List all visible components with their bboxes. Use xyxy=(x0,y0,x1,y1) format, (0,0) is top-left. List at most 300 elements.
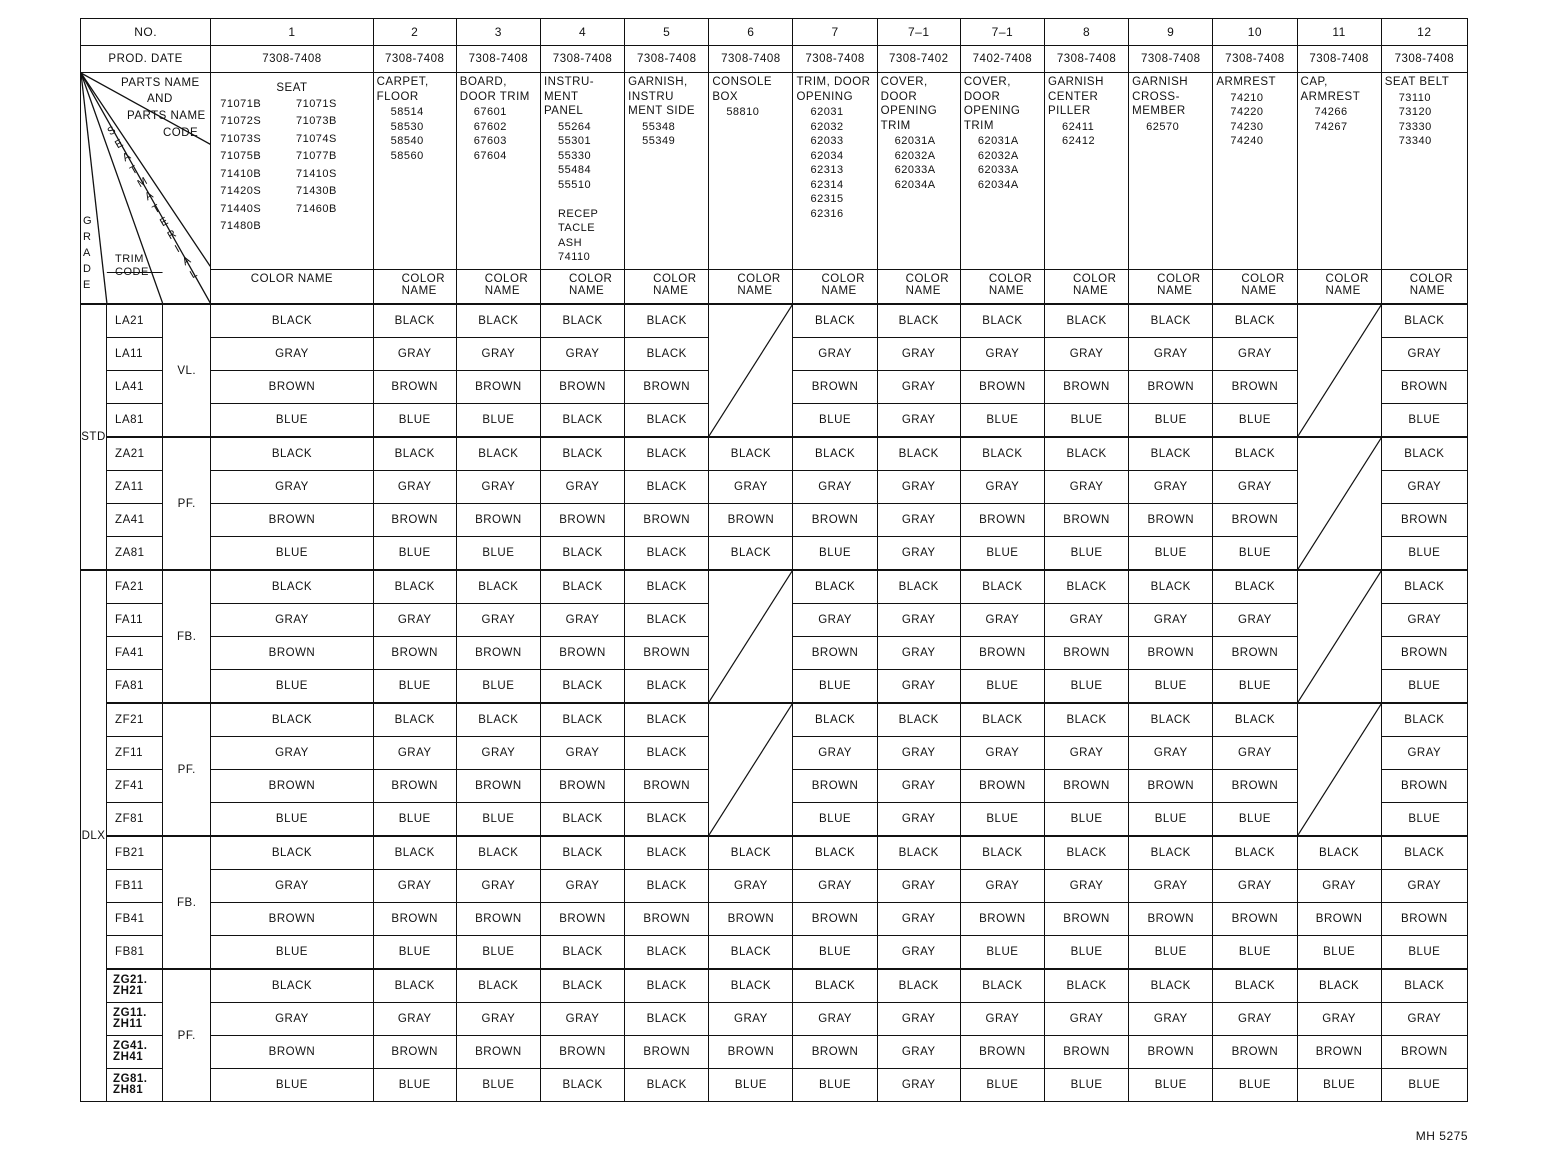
color-cell: BLACK xyxy=(1045,570,1129,604)
color-cell: BROWN xyxy=(1129,371,1213,404)
color-cell: BLUE xyxy=(456,803,540,837)
parts-code-list: 62031A 62032A 62033A 62034A xyxy=(977,135,1019,191)
color-cell: GRAY xyxy=(793,1003,877,1036)
color-cell: BROWN xyxy=(211,371,373,404)
color-cell: GRAY xyxy=(960,604,1044,637)
trim-code: ZF41 xyxy=(107,770,163,803)
color-cell: BLUE xyxy=(211,803,373,837)
parts-name: GARNISH CENTER PILLER xyxy=(1048,76,1104,117)
color-cell: BLUE xyxy=(1213,537,1297,571)
color-name-label: COLOR NAME xyxy=(793,269,876,303)
color-cell: GRAY xyxy=(373,737,456,770)
color-cell: GRAY xyxy=(1381,338,1467,371)
color-cell: BLACK xyxy=(1129,969,1213,1003)
trim-code: ZA11 xyxy=(107,471,163,504)
color-cell: GRAY xyxy=(709,870,793,903)
color-cell: BLUE xyxy=(1381,404,1467,438)
trim-code-label: TRIM CODE xyxy=(115,253,149,278)
parts-code-list: 62031 62032 62033 62034 62313 62314 62315 62316 xyxy=(810,106,844,220)
color-cell: BLUE xyxy=(793,404,877,438)
slash-mark xyxy=(709,305,792,436)
color-cell: GRAY xyxy=(877,404,960,438)
parts-name-label: PARTS NAME xyxy=(121,77,200,89)
color-cell: GRAY xyxy=(1045,604,1129,637)
trim-row xyxy=(81,437,1468,471)
color-cell: BLUE xyxy=(1045,404,1129,438)
color-cell: GRAY xyxy=(456,737,540,770)
color-cell: BLACK xyxy=(877,703,960,737)
parts-code-list: 67601 67602 67603 67604 xyxy=(473,106,507,162)
color-cell: BLUE xyxy=(373,670,456,704)
color-name-label: COLOR NAME xyxy=(1045,269,1128,303)
trim-code: ZG41. ZH41 xyxy=(107,1036,163,1069)
color-cell: BROWN xyxy=(211,637,373,670)
color-cell: BROWN xyxy=(1297,903,1381,936)
not-applicable-cell xyxy=(709,570,793,703)
color-cell: BLUE xyxy=(456,404,540,438)
color-cell: BLACK xyxy=(877,570,960,604)
color-cell: BLACK xyxy=(456,570,540,604)
color-cell: BLACK xyxy=(540,1069,624,1102)
color-cell: GRAY xyxy=(1129,604,1213,637)
column-number: 2 xyxy=(373,19,456,46)
color-name-label: COLOR NAME xyxy=(1382,269,1467,303)
color-cell: BLACK xyxy=(540,969,624,1003)
color-cell: GRAY xyxy=(1045,1003,1129,1036)
prod-date: 7308-7408 xyxy=(1045,46,1129,73)
color-cell: BROWN xyxy=(625,371,709,404)
parts-name: ARMREST xyxy=(1216,76,1277,88)
prod-date: 7308-7408 xyxy=(625,46,709,73)
color-cell: BLUE xyxy=(793,537,877,571)
parts-code-list: 73110 73120 73330 73340 xyxy=(1398,91,1432,147)
color-cell: BLACK xyxy=(625,471,709,504)
color-cell: BROWN xyxy=(625,903,709,936)
color-cell: BLACK xyxy=(793,969,877,1003)
parts-name-cell xyxy=(373,73,456,305)
color-cell: BLACK xyxy=(960,570,1044,604)
color-cell: GRAY xyxy=(960,737,1044,770)
color-cell: GRAY xyxy=(456,870,540,903)
seat-material: PF. xyxy=(163,437,211,570)
color-cell: BROWN xyxy=(960,504,1044,537)
color-cell: BROWN xyxy=(793,770,877,803)
color-cell: BROWN xyxy=(625,504,709,537)
color-cell: BROWN xyxy=(540,1036,624,1069)
header-diagonal-cell xyxy=(81,73,211,305)
color-cell: BLACK xyxy=(373,304,456,338)
color-cell: BLACK xyxy=(211,703,373,737)
color-cell: BLUE xyxy=(211,1069,373,1102)
color-cell: GRAY xyxy=(1297,1003,1381,1036)
color-cell: BLUE xyxy=(960,936,1044,970)
prod-date: 7308-7408 xyxy=(793,46,877,73)
column-number: 6 xyxy=(709,19,793,46)
color-cell: BLACK xyxy=(709,936,793,970)
trim-code: FB41 xyxy=(107,903,163,936)
color-cell: BROWN xyxy=(211,504,373,537)
color-name-label: COLOR NAME xyxy=(457,269,540,303)
color-cell: BROWN xyxy=(709,504,793,537)
parts-name: CAP, ARMREST xyxy=(1300,76,1361,103)
prod-date: 7308-7408 xyxy=(540,46,624,73)
color-cell: GRAY xyxy=(1381,870,1467,903)
color-cell: GRAY xyxy=(877,504,960,537)
color-cell: BLACK xyxy=(793,570,877,604)
color-cell: BLACK xyxy=(877,836,960,870)
color-cell: BLACK xyxy=(625,737,709,770)
color-cell: BROWN xyxy=(960,637,1044,670)
color-cell: BLUE xyxy=(1297,1069,1381,1102)
color-cell: GRAY xyxy=(211,604,373,637)
prod-date: 7308-7408 xyxy=(1129,46,1213,73)
color-cell: BROWN xyxy=(960,371,1044,404)
color-cell: BLACK xyxy=(211,437,373,471)
color-cell: BROWN xyxy=(1213,637,1297,670)
color-name-label: COLOR NAME xyxy=(211,269,372,303)
trim-code: ZG81. ZH81 xyxy=(107,1069,163,1102)
color-cell: BLACK xyxy=(625,803,709,837)
color-cell: BLUE xyxy=(1045,1069,1129,1102)
color-cell: BLACK xyxy=(877,437,960,471)
slash-mark xyxy=(1298,704,1381,835)
slash-mark xyxy=(1298,438,1381,569)
color-cell: BLUE xyxy=(1381,1069,1467,1102)
color-cell: GRAY xyxy=(540,870,624,903)
color-cell: BLACK xyxy=(709,437,793,471)
trim-code: FA21 xyxy=(107,570,163,604)
color-cell: BROWN xyxy=(1045,770,1129,803)
color-cell: BLUE xyxy=(793,936,877,970)
trim-row xyxy=(81,903,1468,936)
parts-code-list: 62031A 62032A 62033A 62034A xyxy=(894,135,936,191)
color-cell: BLACK xyxy=(1045,703,1129,737)
parts-name-cell xyxy=(960,73,1044,305)
parts-code-list: 55348 55349 xyxy=(642,120,676,147)
color-cell: BROWN xyxy=(1129,903,1213,936)
color-cell: BLACK xyxy=(1129,836,1213,870)
color-cell: GRAY xyxy=(877,1036,960,1069)
color-cell: BLUE xyxy=(373,537,456,571)
color-name-label: COLOR NAME xyxy=(1298,269,1381,303)
color-cell: BROWN xyxy=(211,1036,373,1069)
seat-material: VL. xyxy=(163,304,211,437)
color-cell: BLUE xyxy=(1129,404,1213,438)
color-cell: BROWN xyxy=(1045,371,1129,404)
color-cell: BROWN xyxy=(456,1036,540,1069)
parts-name-cell xyxy=(1129,73,1213,305)
parts-code-list: 58514 58530 58540 58560 xyxy=(390,106,424,162)
seat-code: 71071B xyxy=(220,97,262,110)
color-cell: GRAY xyxy=(709,1003,793,1036)
color-cell: BLACK xyxy=(373,570,456,604)
color-cell: BROWN xyxy=(373,637,456,670)
color-cell: GRAY xyxy=(793,737,877,770)
color-cell: GRAY xyxy=(1213,1003,1297,1036)
color-cell: BROWN xyxy=(1213,903,1297,936)
color-cell: BLUE xyxy=(456,537,540,571)
color-cell: BLUE xyxy=(960,1069,1044,1102)
color-cell: GRAY xyxy=(877,803,960,837)
color-cell: BLUE xyxy=(1213,803,1297,837)
color-cell: BROWN xyxy=(625,770,709,803)
color-cell: BROWN xyxy=(373,504,456,537)
parts-name: COVER, DOOR OPENING TRIM xyxy=(963,76,1021,132)
parts-name-cell xyxy=(1213,73,1297,305)
parts-name: CONSOLE BOX xyxy=(712,76,773,103)
color-cell: BLACK xyxy=(625,670,709,704)
color-cell: BLUE xyxy=(1129,936,1213,970)
color-cell: BLACK xyxy=(211,304,373,338)
parts-name: GARNISH CROSS- MEMBER xyxy=(1132,76,1189,117)
color-cell: BLACK xyxy=(211,570,373,604)
color-cell: BROWN xyxy=(1213,1036,1297,1069)
parts-code-list: 62411 62412 xyxy=(1062,120,1096,147)
code-label: CODE xyxy=(163,127,199,139)
color-cell: BLACK xyxy=(1129,304,1213,338)
trim-code: LA21 xyxy=(107,304,163,338)
color-cell: BLACK xyxy=(540,836,624,870)
color-cell: GRAY xyxy=(877,471,960,504)
column-number: 7–1 xyxy=(877,19,960,46)
color-cell: BROWN xyxy=(709,1036,793,1069)
color-cell: BLUE xyxy=(1045,537,1129,571)
trim-code: LA11 xyxy=(107,338,163,371)
trim-code: ZF81 xyxy=(107,803,163,837)
document-code: MH 5275 xyxy=(1415,1129,1468,1143)
color-cell: BROWN xyxy=(1381,903,1467,936)
color-cell: BLUE xyxy=(793,1069,877,1102)
parts-name-code-label: PARTS NAME xyxy=(127,110,206,122)
color-cell: BROWN xyxy=(373,1036,456,1069)
color-cell: GRAY xyxy=(540,1003,624,1036)
color-cell: BLACK xyxy=(1213,836,1297,870)
color-cell: BLUE xyxy=(373,404,456,438)
color-cell: GRAY xyxy=(960,1003,1044,1036)
trim-code: FA81 xyxy=(107,670,163,704)
color-cell: BROWN xyxy=(540,903,624,936)
color-cell: BLACK xyxy=(625,537,709,571)
color-cell: GRAY xyxy=(1381,737,1467,770)
parts-name-cell xyxy=(211,73,373,305)
color-cell: BLUE xyxy=(960,537,1044,571)
color-cell: GRAY xyxy=(877,537,960,571)
trim-code: FB11 xyxy=(107,870,163,903)
color-cell: GRAY xyxy=(877,770,960,803)
color-cell: BROWN xyxy=(793,903,877,936)
trim-code: LA81 xyxy=(107,404,163,438)
color-cell: GRAY xyxy=(877,1069,960,1102)
slash-mark xyxy=(1298,305,1381,436)
color-cell: BLACK xyxy=(1297,969,1381,1003)
color-cell: BROWN xyxy=(1045,1036,1129,1069)
trim-row xyxy=(81,1036,1468,1069)
color-cell: BLUE xyxy=(793,803,877,837)
seat-code: 71074S xyxy=(295,132,337,145)
grade-cell: STD xyxy=(81,304,107,570)
trim-row xyxy=(81,1069,1468,1102)
color-cell: BLACK xyxy=(625,570,709,604)
color-cell: BROWN xyxy=(793,637,877,670)
color-cell: GRAY xyxy=(211,1003,373,1036)
color-cell: BROWN xyxy=(1381,371,1467,404)
color-cell: BLACK xyxy=(1213,703,1297,737)
color-cell: BLACK xyxy=(456,836,540,870)
color-cell: BLACK xyxy=(1129,437,1213,471)
color-cell: BLACK xyxy=(540,570,624,604)
color-cell: BROWN xyxy=(1129,770,1213,803)
seat-code: 71073B xyxy=(295,115,337,127)
column-number: 7–1 xyxy=(960,19,1044,46)
color-cell: BROWN xyxy=(1381,1036,1467,1069)
color-cell: GRAY xyxy=(540,604,624,637)
grade-cell: DLX xyxy=(81,570,107,1102)
column-number: 4 xyxy=(540,19,624,46)
parts-name-cell xyxy=(793,73,877,305)
trim-code: ZA81 xyxy=(107,537,163,571)
color-cell: BLUE xyxy=(1381,670,1467,704)
color-cell: BLUE xyxy=(1213,936,1297,970)
column-number: 5 xyxy=(625,19,709,46)
color-cell: BLUE xyxy=(456,670,540,704)
color-cell: GRAY xyxy=(373,471,456,504)
color-cell: BLUE xyxy=(1129,803,1213,837)
seat-code: 71071S xyxy=(295,97,337,110)
color-cell: GRAY xyxy=(877,903,960,936)
prod-date: 7308-7408 xyxy=(1213,46,1297,73)
color-cell: GRAY xyxy=(960,338,1044,371)
column-number: 12 xyxy=(1381,19,1467,46)
color-cell: BLACK xyxy=(1129,570,1213,604)
color-cell: BROWN xyxy=(373,903,456,936)
trim-code: FB81 xyxy=(107,936,163,970)
seat-code: 71410S xyxy=(295,167,337,180)
color-cell: GRAY xyxy=(709,471,793,504)
parts-name: INSTRU- MENT PANEL xyxy=(543,76,595,117)
trim-row xyxy=(81,537,1468,571)
color-cell: GRAY xyxy=(211,471,373,504)
color-cell: BROWN xyxy=(1045,637,1129,670)
color-name-label: COLOR NAME xyxy=(878,269,960,303)
parts-name-cell xyxy=(456,73,540,305)
parts-name: BOARD, DOOR TRIM xyxy=(459,76,530,103)
color-name-label: COLOR NAME xyxy=(1129,269,1212,303)
trim-code: ZA41 xyxy=(107,504,163,537)
color-cell: BLACK xyxy=(877,304,960,338)
color-cell: GRAY xyxy=(793,471,877,504)
no-label: NO. xyxy=(81,19,211,46)
color-cell: BROWN xyxy=(1213,371,1297,404)
color-cell: GRAY xyxy=(1129,737,1213,770)
prod-date: 7308-7408 xyxy=(709,46,793,73)
color-cell: BLACK xyxy=(625,836,709,870)
column-number: 7 xyxy=(793,19,877,46)
prod-date: 7308-7402 xyxy=(877,46,960,73)
column-number: 3 xyxy=(456,19,540,46)
color-cell: GRAY xyxy=(1045,338,1129,371)
color-cell: BLUE xyxy=(1129,537,1213,571)
parts-name-cell xyxy=(1381,73,1467,305)
color-cell: GRAY xyxy=(877,1003,960,1036)
color-cell: BROWN xyxy=(373,770,456,803)
parts-name-cell xyxy=(877,73,960,305)
color-cell: BLUE xyxy=(960,670,1044,704)
color-cell: BROWN xyxy=(1129,504,1213,537)
color-cell: BROWN xyxy=(1129,1036,1213,1069)
color-cell: GRAY xyxy=(877,338,960,371)
seat-code: 71073S xyxy=(220,132,262,145)
color-cell: BLUE xyxy=(1045,936,1129,970)
seat-code: 71075B xyxy=(220,150,262,162)
color-cell: BLACK xyxy=(960,304,1044,338)
color-cell: BROWN xyxy=(1213,504,1297,537)
parts-code-list: 58810 xyxy=(726,106,760,118)
color-cell: GRAY xyxy=(960,870,1044,903)
seat-code: 71072S xyxy=(220,115,262,127)
color-cell: BLACK xyxy=(793,437,877,471)
color-cell: GRAY xyxy=(877,637,960,670)
color-cell: GRAY xyxy=(877,936,960,970)
color-cell: BROWN xyxy=(1213,770,1297,803)
color-cell: GRAY xyxy=(456,471,540,504)
color-cell: BLUE xyxy=(1213,404,1297,438)
color-cell: BROWN xyxy=(456,504,540,537)
not-applicable-cell xyxy=(1297,570,1381,703)
color-name-label: COLOR NAME xyxy=(709,269,792,303)
column-number: 8 xyxy=(1045,19,1129,46)
color-cell: BLACK xyxy=(625,437,709,471)
color-cell: BLUE xyxy=(373,936,456,970)
color-cell: BLUE xyxy=(793,670,877,704)
parts-name: TRIM, DOOR OPENING xyxy=(796,76,871,103)
color-cell: BLACK xyxy=(960,437,1044,471)
color-cell: BLACK xyxy=(540,936,624,970)
color-cell: BROWN xyxy=(1381,770,1467,803)
column-number-row xyxy=(81,19,1468,46)
trim-row xyxy=(81,504,1468,537)
color-cell: BLACK xyxy=(709,537,793,571)
color-cell: BLACK xyxy=(709,969,793,1003)
color-cell: GRAY xyxy=(373,338,456,371)
slash-mark xyxy=(1298,571,1381,702)
color-cell: BLACK xyxy=(211,969,373,1003)
prod-date-row xyxy=(81,46,1468,73)
color-name-label: COLOR NAME xyxy=(1213,269,1296,303)
color-cell: GRAY xyxy=(456,338,540,371)
parts-name-cell xyxy=(1297,73,1381,305)
color-cell: BROWN xyxy=(456,371,540,404)
color-cell: BROWN xyxy=(625,1036,709,1069)
color-cell: GRAY xyxy=(793,338,877,371)
color-cell: BROWN xyxy=(456,637,540,670)
color-cell: BLUE xyxy=(373,1069,456,1102)
color-cell: GRAY xyxy=(1213,338,1297,371)
not-applicable-cell xyxy=(1297,304,1381,437)
color-name-label: COLOR NAME xyxy=(961,269,1044,303)
color-cell: BLACK xyxy=(456,703,540,737)
color-cell: GRAY xyxy=(1045,471,1129,504)
color-cell: GRAY xyxy=(877,870,960,903)
color-cell: BROWN xyxy=(960,903,1044,936)
slash-mark xyxy=(709,571,792,702)
color-cell: BLUE xyxy=(1213,1069,1297,1102)
parts-color-table xyxy=(80,18,1468,1128)
color-cell: BROWN xyxy=(1045,504,1129,537)
color-cell: BLACK xyxy=(625,604,709,637)
parts-name-cell xyxy=(1045,73,1129,305)
color-cell: GRAY xyxy=(211,870,373,903)
parts-code-list: 55264 55301 55330 55484 55510 RECEP TACLE ASH 74110 xyxy=(557,120,599,263)
